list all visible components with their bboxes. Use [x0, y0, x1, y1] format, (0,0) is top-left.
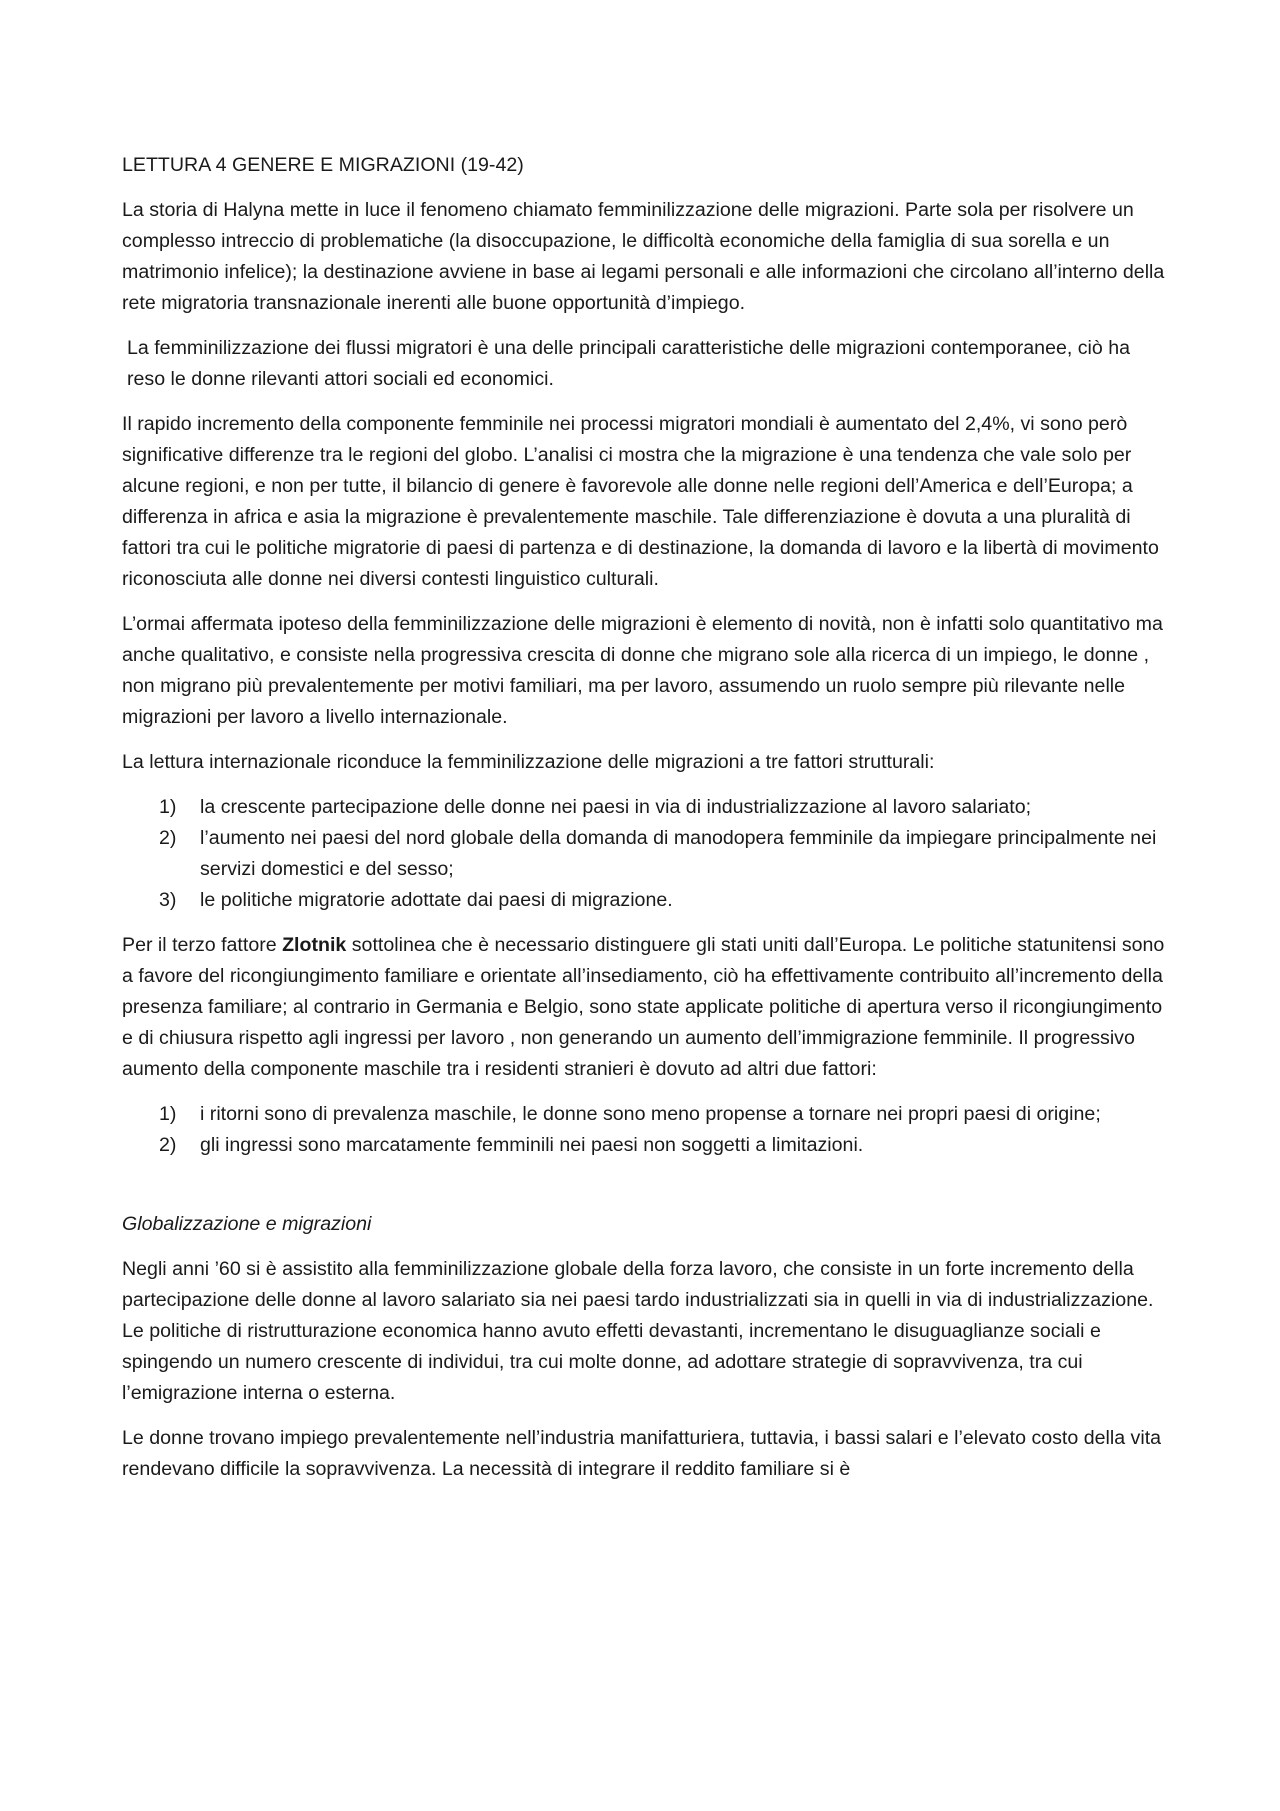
list-item — [122, 823, 1172, 885]
list-item — [122, 792, 1172, 823]
list-item-number: 3) — [159, 889, 177, 911]
paragraph-feminization-flows: La femminilizzazione dei flussi migratori è una delle principali caratteristiche delle migrazioni contemporanee, ciò ha reso le donne rilevanti attori sociali ed economici. — [127, 337, 1131, 390]
list-item-text: la crescente partecipazione delle donne nei paesi in via di industrializzazione al lavoro salariato; — [200, 796, 1032, 818]
document-title: LETTURA 4 GENERE E MIGRAZIONI (19-42) — [122, 154, 524, 176]
zlotnik-intro-text: Per il terzo fattore — [122, 934, 283, 956]
list-item — [122, 885, 1172, 916]
male-component-factors-list — [122, 1099, 1172, 1161]
paragraph-sixties: Negli anni ’60 si è assistito alla femminilizzazione globale della forza lavoro, che consiste in un forte incremento della partecipazione delle donne al lavoro salariato sia nei paesi tardo industrializzati sia in quelli in via di industrializzazione. Le politiche di ristrutturazione economica hanno avuto effetti devastanti, incrementano le disuguaglianze sociali e spingendo un numero crescente di individui, tra cui molte donne, ad adottare strategie di sopravvivenza, tra cui l’emigrazione interna o esterna. — [122, 1258, 1154, 1404]
zlotnik-body-text: sottolinea che è necessario distinguere gli stati uniti dall’Europa. Le politiche statunitensi sono a favore del ricongiungimento familiare e orientate all’insediamento, ciò ha effettivamente contribuito all’incremento della presenza familiare; al contrario in Germania e Belgio, sono state applicate politiche di apertura verso il ricongiungimento e di chiusura rispetto agli ingressi per lavoro , non generando un aumento dell’immigrazione femminile. Il progressivo aumento della componente maschile tra i residenti stranieri è dovuto ad altri due fattori: — [122, 934, 1165, 1080]
list-item — [122, 1099, 1172, 1130]
paragraph-structural-factors: La lettura internazionale riconduce la femminilizzazione delle migrazioni a tre fattori strutturali: — [122, 751, 935, 773]
list-item-text: i ritorni sono di prevalenza maschile, le donne sono meno propense a tornare nei propri paesi di origine; — [200, 1103, 1101, 1125]
zlotnik-name: Zlotnik — [282, 934, 347, 956]
list-item-text: gli ingressi sono marcatamente femminili nei paesi non soggetti a limitazioni. — [200, 1134, 864, 1156]
paragraph-zlotnik — [122, 930, 1172, 1085]
paragraph-hypothesis: L’ormai affermata ipoteso della femminilizzazione delle migrazioni è elemento di novità, non è infatti solo quantitativo ma anche qualitativo, e consiste nella progressiva crescita di donne che migrano sole alla ricerca di un impiego, le donne , non migrano più prevalentemente per motivi familiari, ma per lavoro, assumendo un ruolo sempre più rilevante nelle migrazioni per lavoro a livello internazionale. — [122, 613, 1163, 728]
list-item-number: 1) — [159, 796, 177, 818]
list-item — [122, 1130, 1172, 1161]
document-page — [122, 150, 1172, 1499]
structural-factors-list — [122, 792, 1172, 916]
paragraph-manufacturing: Le donne trovano impiego prevalentemente nell’industria manifatturiera, tuttavia, i bassi salari e l’elevato costo della vita rendevano difficile la sopravvivenza. La necessità di integrare il reddito familiare si è — [122, 1427, 1162, 1480]
list-item-number: 2) — [159, 1134, 177, 1156]
list-item-number: 1) — [159, 1103, 177, 1125]
list-item-number: 2) — [159, 827, 177, 849]
list-item-text: l’aumento nei paesi del nord globale della domanda di manodopera femminile da impiegare principalmente nei servizi domestici e del sesso; — [200, 827, 1157, 880]
list-item-text: le politiche migratorie adottate dai paesi di migrazione. — [200, 889, 673, 911]
paragraph-rapid-increase: Il rapido incremento della componente femminile nei processi migratori mondiali è aumentato del 2,4%, vi sono però significative differenze tra le regioni del globo. L’analisi ci mostra che la migrazione è una tendenza che vale solo per alcune regioni, e non per tutte, il bilancio di genere è favorevole alle donne nelle regioni dell’America e dell’Europa; a differenza in africa e asia la migrazione è prevalentemente maschile. Tale differenziazione è dovuta a una pluralità di fattori tra cui le politiche migratorie di paesi di partenza e di destinazione, la domanda di lavoro e la libertà di movimento riconosciuta alle donne nei diversi contesti linguistico culturali. — [122, 413, 1159, 590]
paragraph-halyna: La storia di Halyna mette in luce il fenomeno chiamato femminilizzazione delle migrazioni. Parte sola per risolvere un complesso intreccio di problematiche (la disoccupazione, le difficoltà economiche della famiglia di sua sorella e un matrimonio infelice); la destinazione avviene in base ai legami personali e alle informazioni che circolano all’interno della rete migratoria transnazionale inerenti alle buone opportunità d’impiego. — [122, 199, 1165, 314]
section-heading-globalization: Globalizzazione e migrazioni — [122, 1213, 372, 1235]
